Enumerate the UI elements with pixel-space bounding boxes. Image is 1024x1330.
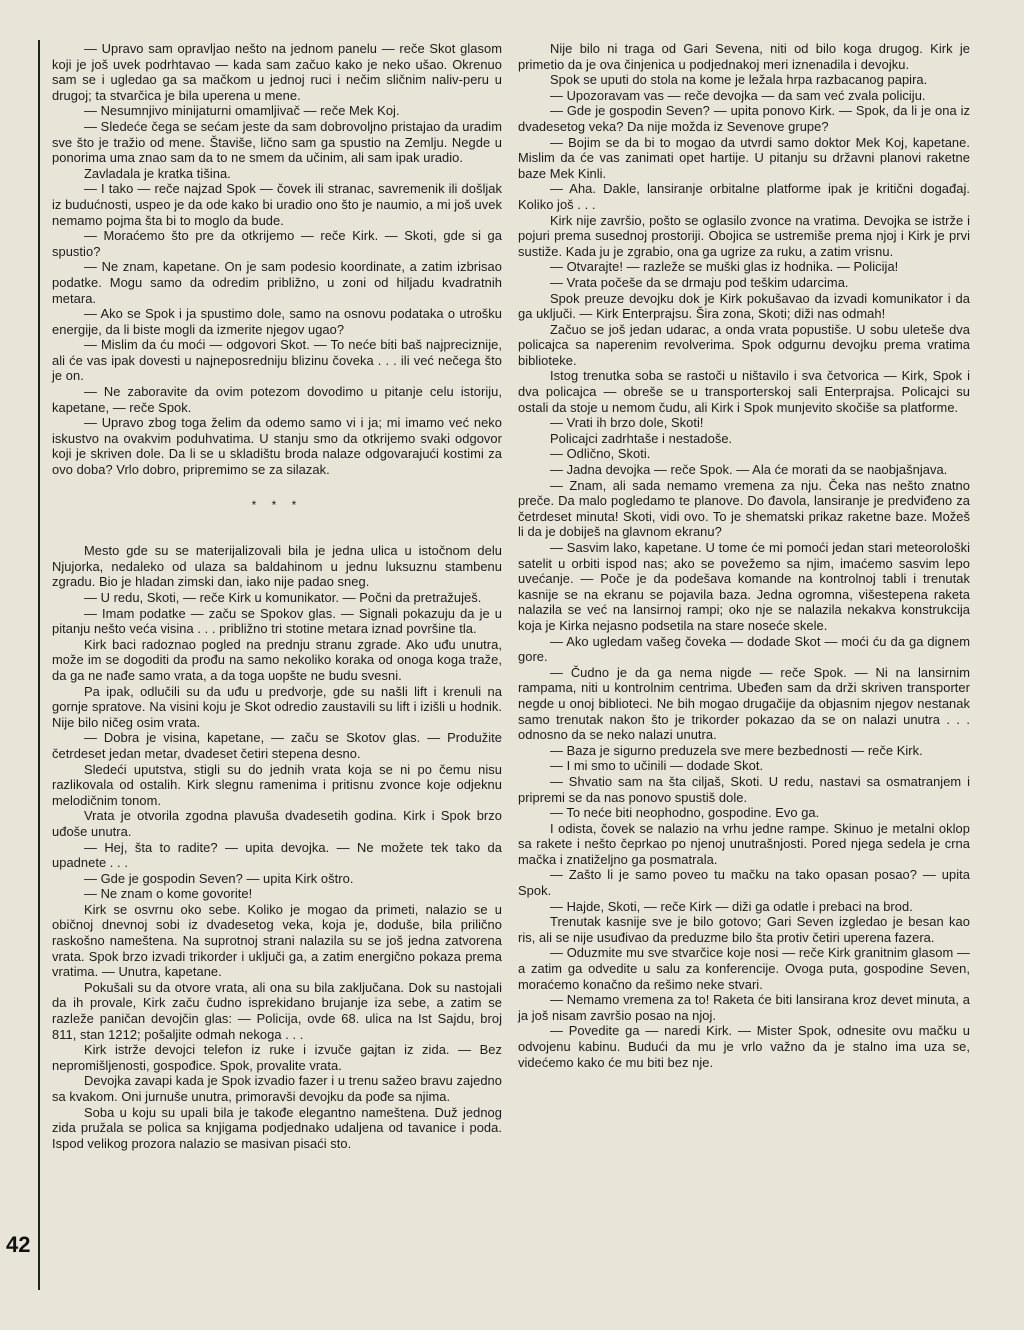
paragraph: — Ako se Spok i ja spustimo dole, samo na osnovu podataka o utrošku energije, da li biste mogli da izmerite njegov ugao?	[52, 306, 502, 337]
paragraph: — Gde je gospodin Seven? — upita Kirk oštro.	[84, 870, 354, 886]
paragraph: Istog trenutka soba se rastoči u ništavilo i sva četvorica — Kirk, Spok i dva policajca — obreše se u transporterskoj sali Enterprajsa. Policajci su ostali da stoje u nemom čudu, ali Kirk i Spok munjevito skočiše sa platforme.	[518, 368, 970, 415]
paragraph: — Hej, šta to radite? — upita devojka. — Ne možete tek tako da upadnete . . .	[52, 839, 502, 871]
paragraph: — Ako ugledam vašeg čoveka — dodade Skot — moći ću da ga dignem gore.	[518, 633, 970, 665]
paragraph: — Vrata počeše da se drmaju pod teškim udarcima.	[550, 274, 849, 290]
paragraph: Mesto gde su se materijalizovali bila je jedna ulica u istočnom delu Njujorka, nedaleko od ulaza sa baldahinom u jednu luksuznu stambenu zgradu. Bio je hladan zimski dan, iako nije padao sneg.	[52, 543, 502, 590]
paragraph: Nije bilo ni traga od Gari Sevena, niti od bilo koga drugog. Kirk je primetio da je ova činjenica u podjednakoj meri iznenadila i devojku.	[518, 41, 970, 72]
paragraph: Spok preuze devojku dok je Kirk pokušavao da izvadi komunikator i da ga uključi. — Kirk Enterprajsu. Šira zona, Skoti; diži nas odmah!	[518, 290, 970, 322]
section-separator: * * *	[251, 497, 303, 512]
paragraph: Policajci zadrhtaše i nestadoše.	[550, 430, 733, 446]
paragraph: — Povedite ga — naredi Kirk. — Mister Spok, odnesite ovu mačku u odvojenu kabinu. Budući da mu je vrlo važno da je stalno ima uza se, videćemo kako će mu biti bez nje.	[518, 1023, 970, 1070]
paragraph: — Bojim se da bi to mogao da utvrdi samo doktor Mek Koj, kapetane. Mislim da će vas zanimati opet hartije. U pitanju su državni planovi raketne baze Mek Kinli.	[518, 134, 970, 181]
paragraph: Devojka zavapi kada je Spok izvadio fazer i u trenu sažeo bravu zajedno sa kvakom. Oni jurnuše unutra, primoravši devojku da pođe sa njima.	[52, 1073, 502, 1104]
paragraph: Kirk baci radoznao pogled na prednju stranu zgrade. Ako uđu unutra, može im se dogoditi da prođu na samo nekoliko koraka od onoga koga traže, da ga ne nađe samo vrata, a da toga uopšte ne budu svesni.	[52, 636, 502, 683]
page-number: 42	[6, 1232, 31, 1257]
paragraph: — Moraćemo što pre da otkrijemo — reče Kirk. — Skoti, gde si ga spustio?	[52, 228, 502, 259]
paragraph: — Upozoravam vas — reče devojka — da sam već zvala policiju.	[550, 87, 926, 103]
paragraph: — Sledeće čega se sećam jeste da sam dobrovoljno pristajao da uradim sve što je tražio od mene. Štaviše, lično sam ga spustio na Zemlju. Negde u ponorima uma znao sam da to ne smem da učinim, ali sam ipak uradio.	[52, 118, 502, 166]
paragraph: — To neće biti neophodno, gospodine. Evo ga.	[550, 805, 820, 821]
paragraph: — Jadna devojka — reče Spok. — Ala će morati da se naobjašnjava.	[550, 462, 948, 478]
paragraph: Pa ipak, odlučili su da uđu u predvorje, gde su našli lift i krenuli na gornje spratove. Na visini koju je Skot odredio zaustavili su lift i izišli u hodnik. Nije bilo ničeg osim vrata.	[52, 683, 502, 730]
paragraph: — Upravo zbog toga želim da odemo samo vi i ja; mi imamo već neko iskustvo na ovakvim poduhvatima. U stanju smo da otkrijemo svaki odgovor koji je skriven dole. Da li se u skladištu broda nalaze odgovarajući kostimi za ovo doba? Vrlo dobro, pripremimo se za silazak.	[52, 415, 502, 478]
paragraph: — Hajde, Skoti, — reče Kirk — diži ga odatle i prebaci na brod.	[550, 898, 913, 914]
paragraph: — Mislim da ću moći — odgovori Skot. — To neće biti baš najpreciznije, ali će vas ipak dovesti u najneposredniju blizinu čoveka . . . ili već nečega što je on.	[52, 337, 502, 384]
paragraph: — Zašto li je samo poveo tu mačku na tako opasan posao? — upita Spok.	[518, 867, 970, 899]
paragraph: I odista, čovek se nalazio na vrhu jedne rampe. Skinuo je metalni oklop sa rakete i nešto čeprkao po njenoj unutrašnjosti. Pored njega sedela je crna mačka i znatiželjno ga posmatrala.	[518, 820, 970, 867]
left-column-bottom-text	[52, 543, 502, 1151]
paragraph: — Oduzmite mu sve stvarčice koje nosi — reče Kirk granitnim glasom — a zatim ga odvedite u salu za konferencije. Ovoga puta, gospodine Seven, moraćemo konačno da rešimo neke stvari.	[518, 945, 970, 992]
paragraph: — Ne znam, kapetane. On je sam podesio koordinate, a zatim izbrisao podatke. Mogu samo da odredim približno, u zoni od hiljadu kvadratnih metara.	[52, 259, 502, 306]
paragraph: Vrata je otvorila zgodna plavuša dvadesetih godina. Kirk i Spok brzo uđoše unutra.	[52, 808, 502, 839]
paragraph: Kirk istrže devojci telefon iz ruke i izvuče gajtan iz zida. — Bez nepromišljenosti, gospođice. Spok, provalite vrata.	[52, 1042, 502, 1073]
paragraph: — Gde je gospodin Seven? — upita ponovo Kirk. — Spok, da li je ona iz dvadesetog veka? Da nije možda iz Sevenove grupe?	[518, 103, 970, 134]
paragraph: — Imam podatke — začu se Spokov glas. — Signali pokazuju da je u pitanju nešto veća visina . . . približno tri stotine metara iznad površine tla.	[52, 605, 502, 637]
paragraph: — Odlično, Skoti.	[550, 446, 651, 462]
left-column	[52, 41, 502, 1151]
paragraph: Kirk nije završio, pošto se oglasilo zvonce na vratima. Devojka se istrže i pojuri prema susednoj prostoriji. Obojica se ustremiše prema njoj i Kirk je prvi sustiže. Kada ju je zgrabio, ona ga ugrize za ruku, a zatim vrisnu.	[518, 212, 970, 259]
paragraph: Začuo se još jedan udarac, a onda vrata popustiše. U sobu uleteše dva policajca sa naperenim revolverima. Spok odgurnu devojku prema vratima biblioteke.	[518, 321, 970, 368]
paragraph: — I tako — reče najzad Spok — čovek ili stranac, savremenik ili došljak iz budućnosti, uspeo je da ode kako bi uradio ono što je naumio, a mi još uvek nemamo pojma šta bi to moglo da bude.	[52, 181, 502, 228]
paragraph: Spok se uputi do stola na kome je ležala hrpa razbacanog papira.	[550, 72, 928, 88]
paragraph: — Shvatio sam na šta ciljaš, Skoti. U redu, nastavi sa osmatranjem i pripremi se da nas ponovo spustiš dole.	[518, 773, 970, 805]
paragraph: — Nemamo vremena za to! Raketa će biti lansirana kroz devet minuta, a ja još nisam završio posao na njoj.	[518, 992, 970, 1023]
left-column-top-text	[52, 41, 502, 478]
paragraph: Zavladala je kratka tišina.	[84, 165, 231, 181]
paragraph: Pokušali su da otvore vrata, ali ona su bila zaključana. Dok su nastojali da ih provale, Kirk začu čudno isprekidano brujanje iza sebe, a zatim se razleže paničan devojčin glas: — Policija, ovde 68. ulica na Ist Sajdu, broj 811, stan 1212; pošaljite odmah nekoga . . .	[52, 979, 502, 1042]
paragraph: — Ne zaboravite da ovim potezom dovodimo u pitanje celu istoriju, kapetane, — reče Spok.	[52, 384, 502, 415]
left-margin-rule	[38, 40, 40, 1290]
paragraph: Sledeći uputstva, stigli su do jednih vrata koja se ni po čemu nisu razlikovala od ostalih. Kirk slegnu ramenima i pritisnu zvonce koje odjeknu melodičnim tonom.	[52, 761, 502, 808]
paragraph: — Dobra je visina, kapetane, — začu se Skotov glas. — Produžite četrdeset jedan metar, dvadeset četiri stepena desno.	[52, 730, 502, 761]
right-column	[518, 41, 970, 1070]
paragraph: — Čudno je da ga nema nigde — reče Spok. — Ni na lansirnim rampama, niti u kontrolnim centrima. Ubeđen sam da drži skriven transporter negde u onoj biblioteci. Ne bih mogao drugačije da objasnim njegov nestanak samo trenutak nakon što je trikorder pokazao da se on nalazi unutra . . . odnosno da se neko nalazi unutra.	[518, 664, 970, 743]
paragraph: — Ne znam o kome govorite!	[84, 886, 253, 902]
paragraph: — Sasvim lako, kapetane. U tome će mi pomoći jedan stari meteorološki satelit u orbiti ispod nas; ako se povežemo sa njim, imaćemo sasvim lepo uvećanje. — Poče je da podešava komande na kontrolnoj tabli i trenutak kasnije se na ekranu se pojavila baza. Jedna ogromna, višestepena raketa nalazila se već na lansirnoj rampi; oko nje se nalazila nekakva konstrukcija koja je Kirka nejasno podsetila na stare noseće skele.	[518, 540, 970, 633]
paragraph: — U redu, Skoti, — reče Kirk u komunikator. — Počni da pretražuješ.	[84, 590, 482, 605]
paragraph: — Otvarajte! — razleže se muški glas iz hodnika. — Policija!	[550, 259, 899, 275]
paragraph: Soba u koju su upali bila je takođe elegantno nameštena. Duž jednog zida pružala se polica sa knjigama podjednako udaljena od tavanice i poda. Ispod velikog prozora nalazio se masivan pisaći sto.	[52, 1104, 502, 1151]
paragraph: — Vrati ih brzo dole, Skoti!	[550, 415, 704, 431]
paragraph: — Nesumnjivo minijaturni omamljivač — reče Mek Koj.	[84, 103, 400, 119]
paragraph: — Upravo sam opravljao nešto na jednom panelu — reče Skot glasom koji je još uvek podrhtavao — kada sam začuo kako je neko ušao. Okrenuo sam se i ugledao ga sa mačkom u jednoj ruci i nečim sličnim naliv-peru u drugoj; ta stvarčica je bila uperena u mene.	[52, 41, 502, 103]
paragraph: — Baza je sigurno preduzela sve mere bezbednosti — reče Kirk.	[550, 742, 923, 758]
paragraph: Trenutak kasnije sve je bilo gotovo; Gari Seven izgledao je besan kao ris, ali se nije usuđivao da preduzme bilo šta protiv četiri uperena fazera.	[518, 914, 970, 945]
paragraph: — Znam, ali sada nemamo vremena za nju. Čeka nas nešto znatno preče. Da malo pogledamo te planove. Do đavola, lansiranje je predviđeno za četrdeset minuta! Skoti, vidi ovo. To je shematski prikaz raketne baze. Možeš li da je dobiješ na glavnom ekranu?	[518, 477, 970, 540]
paragraph: — I mi smo to učinili — dodade Skot.	[550, 758, 764, 774]
paragraph: — Aha. Dakle, lansiranje orbitalne platforme ipak je kritični događaj. Koliko još . . .	[518, 181, 970, 212]
paragraph: Kirk se osvrnu oko sebe. Koliko je mogao da primeti, nalazio se u običnoj dnevnoj sobi iz dvadesetog veka, koja je, doduše, bila prilično raskošno nameštena. Na suprotnoj strani nalazila su se još jedna zatvorena vrata. Spok brzo izvadi trikorder i uključi ga, a zatim energično pokaza prema vratima. — Unutra, kapetane.	[52, 901, 502, 980]
